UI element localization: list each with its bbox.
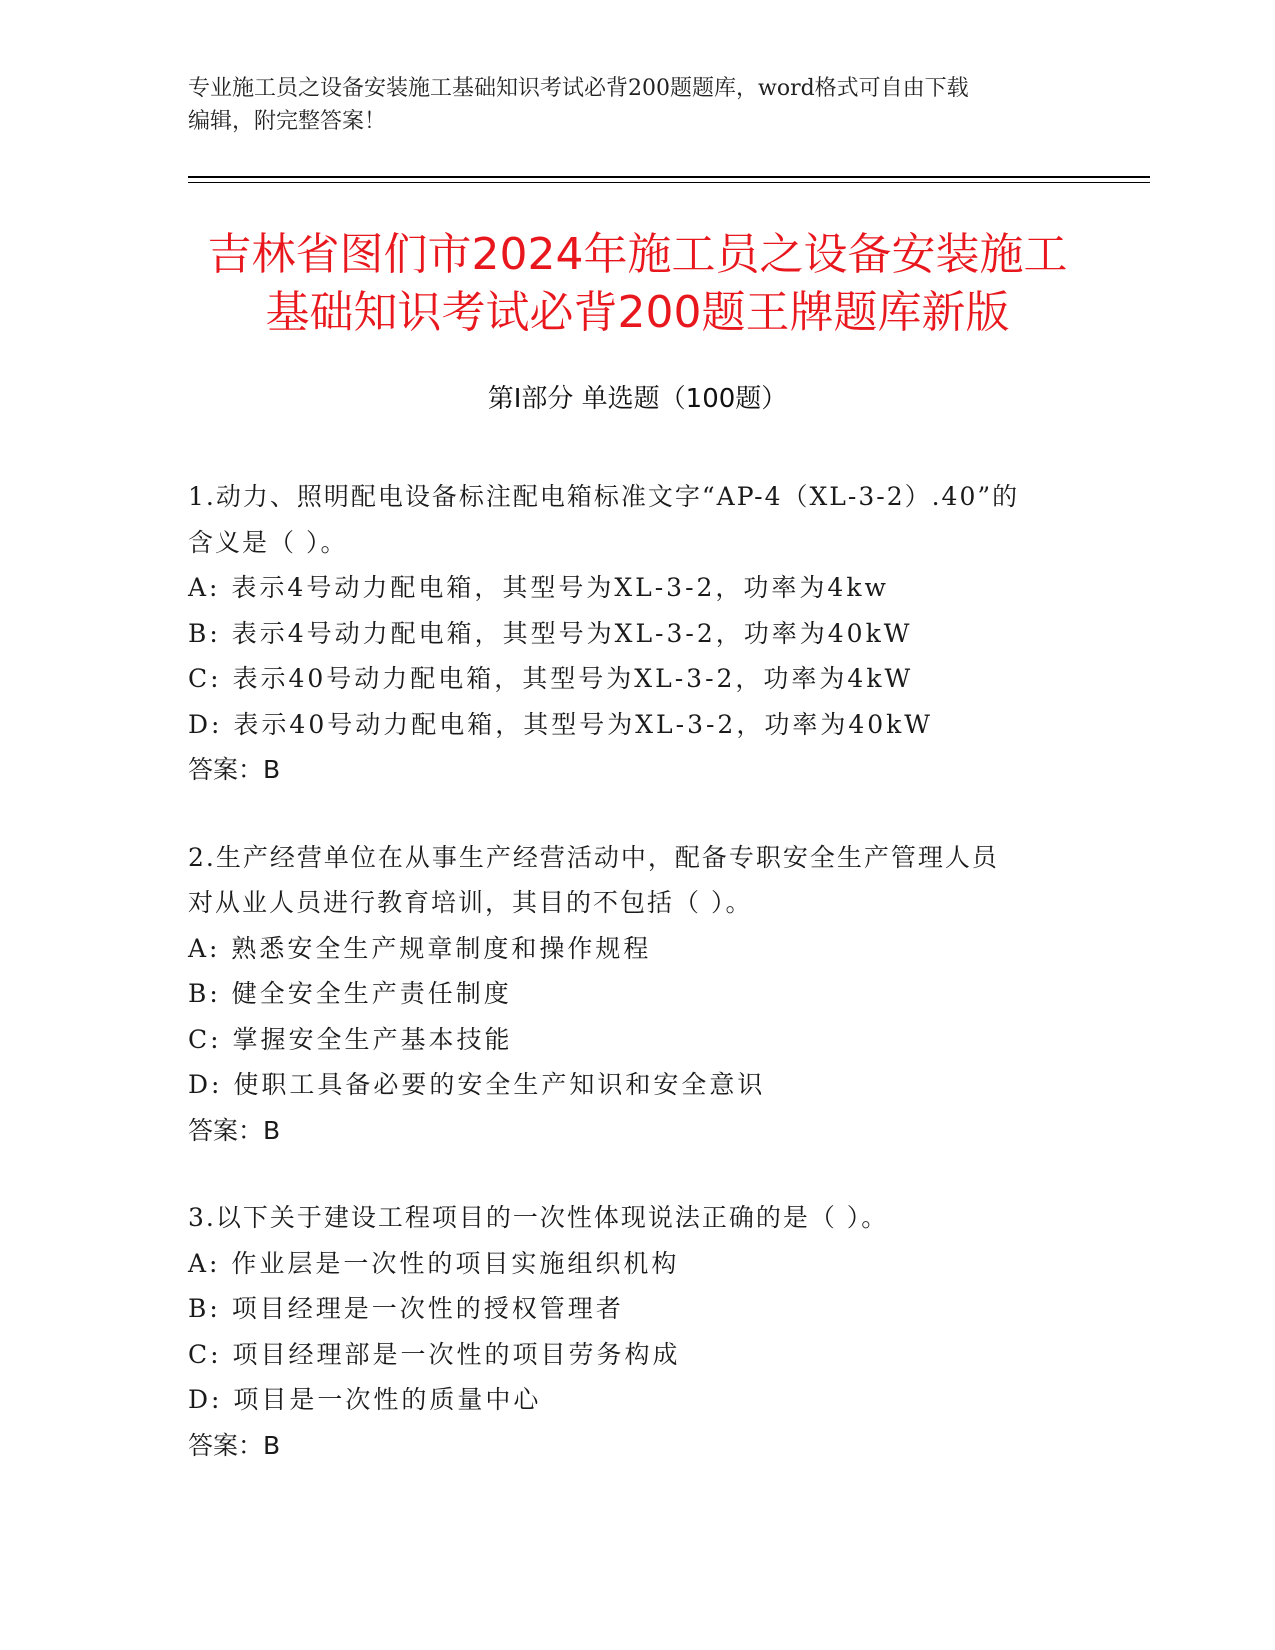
header-divider-thick xyxy=(188,176,1150,178)
section-heading: 第Ⅰ部分 单选题（100题） xyxy=(487,384,788,414)
header-note-line-2: 编辑，附完整答案！ xyxy=(188,109,387,134)
option-b: B: 健全安全生产责任制度 xyxy=(188,979,512,1008)
option-c: C: 表示40号动力配电箱，其型号为XL-3-2，功率为4kW xyxy=(188,664,914,693)
question-3 xyxy=(188,1195,1088,1468)
document-title-line-1: 吉林省图们市2024年施工员之设备安装施工 xyxy=(207,229,1068,280)
option-d: D: 使职工具备必要的安全生产知识和安全意识 xyxy=(188,1070,766,1099)
option-a: A: 熟悉安全生产规章制度和操作规程 xyxy=(188,933,652,963)
document-title xyxy=(100,226,1175,342)
question-1 xyxy=(188,474,1088,793)
option-d: D: 表示40号动力配电箱，其型号为XL-3-2，功率为40kW xyxy=(188,709,933,739)
option-b: B: 表示4号动力配电箱，其型号为XL-3-2，功率为40kW xyxy=(188,618,913,648)
question-stem-line: 2.生产经营单位在从事生产经营活动中，配备专职安全生产管理人员 xyxy=(188,842,999,872)
option-a: A: 表示4号动力配电箱，其型号为XL-3-2，功率为4kw xyxy=(188,573,889,602)
option-a: A: 作业层是一次性的项目实施组织机构 xyxy=(188,1248,680,1278)
question-stem-line: 3.以下关于建设工程项目的一次性体现说法正确的是（ ）。 xyxy=(188,1203,889,1232)
question-stem-line: 含义是（ ）。 xyxy=(188,527,348,557)
answer: 答案：B xyxy=(188,1115,281,1145)
option-d: D: 项目是一次性的质量中心 xyxy=(188,1385,542,1414)
question-list xyxy=(188,474,1088,1510)
answer: 答案：B xyxy=(188,1430,281,1460)
header-divider-thin xyxy=(188,182,1150,183)
document-title-line-2: 基础知识考试必背200题王牌题库新版 xyxy=(265,287,1010,338)
option-b: B: 项目经理是一次性的授权管理者 xyxy=(188,1294,624,1323)
question-2 xyxy=(188,835,1088,1154)
question-stem-line: 对从业人员进行教育培训，其目的不包括（ ）。 xyxy=(188,888,753,917)
header-note xyxy=(188,72,1088,138)
option-c: C: 掌握安全生产基本技能 xyxy=(188,1024,513,1054)
option-c: C: 项目经理部是一次性的项目劳务构成 xyxy=(188,1339,681,1369)
question-stem-line: 1.动力、照明配电设备标注配电箱标准文字“AP-4（XL-3-2）.40”的 xyxy=(188,482,1020,511)
answer: 答案：B xyxy=(188,755,281,784)
header-note-line-1: 专业施工员之设备安装施工基础知识考试必背200题题库，word格式可自由下载 xyxy=(188,76,969,101)
